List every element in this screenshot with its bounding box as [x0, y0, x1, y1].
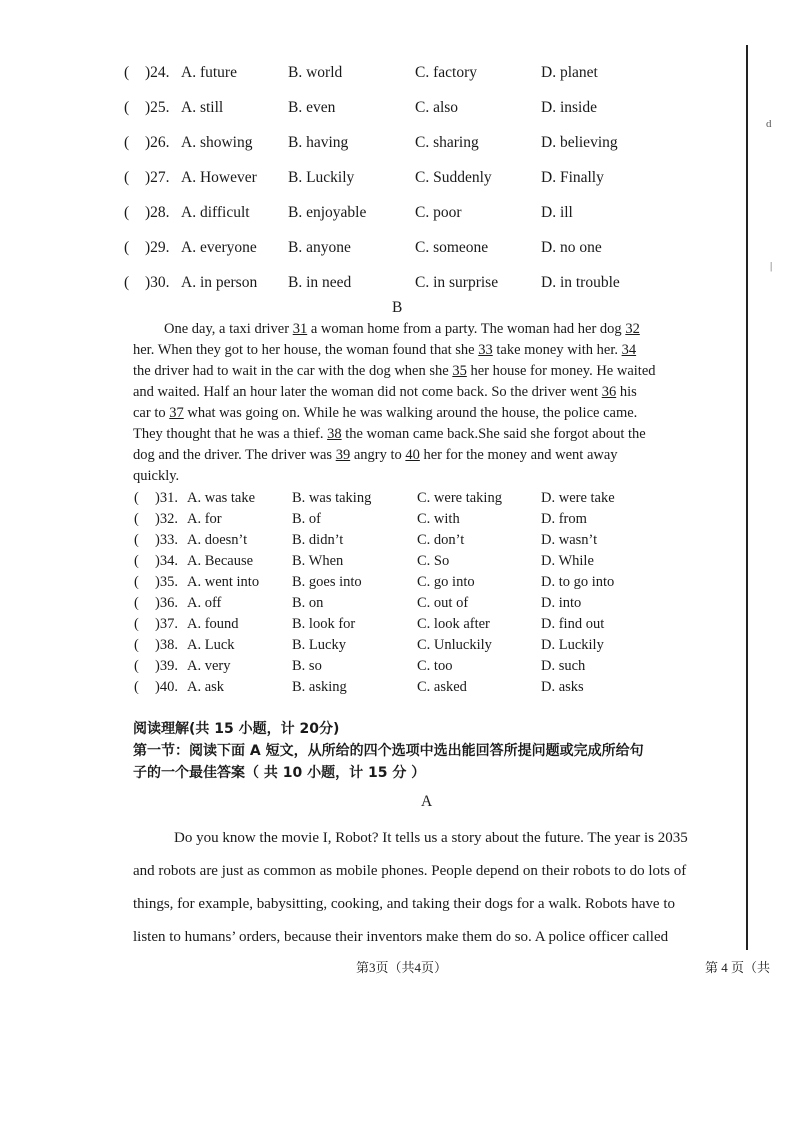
option-b: B. was taking	[292, 490, 372, 506]
question-number: )36.	[155, 595, 178, 611]
blank-35: 35	[452, 363, 467, 379]
passage-a-line: things, for example, babysitting, cooking, and taking their dogs for a walk. Robots have to	[133, 896, 675, 912]
passage-line: and waited. Half an hour later the woman did not come back. So the driver went 36 his	[133, 384, 637, 400]
page-number-3: 第3页（共4页）	[356, 960, 448, 975]
option-d: D. into	[541, 595, 582, 611]
option-a: A. still	[181, 99, 224, 116]
question-number: )39.	[155, 658, 178, 674]
option-c: C. go into	[417, 574, 475, 590]
edge-mark: |	[770, 260, 773, 272]
option-d: D. find out	[541, 616, 605, 632]
passage-line: car to 37 what was going on. While he was walking around the house, the police came.	[133, 405, 638, 421]
option-c: C. too	[417, 658, 453, 674]
question-paren: (	[134, 490, 139, 506]
question-number: )34.	[155, 553, 178, 569]
option-a: A. doesn’t	[187, 532, 248, 548]
passage-line: quickly.	[133, 468, 180, 484]
question-number: )30.	[145, 274, 170, 291]
option-b: B. goes into	[292, 574, 362, 590]
edge-mark: d	[766, 118, 772, 130]
reading-heading: 阅读理解(共 15 小题，计 20分)	[133, 721, 340, 737]
blank-32: 32	[625, 321, 640, 337]
passage-line: her. When they got to her house, the woman found that she 33 take money with her. 34	[133, 342, 637, 358]
blank-36: 36	[601, 384, 617, 400]
option-a: A. However	[181, 169, 257, 186]
question-number: )31.	[155, 490, 178, 506]
option-d: D. wasn’t	[541, 532, 598, 548]
passage-line: They thought that he was a thief. 38 the woman came back.She said she forgot about the	[133, 426, 646, 442]
option-b: B. Luckily	[288, 169, 355, 186]
option-b: B. even	[288, 99, 336, 116]
option-b: B. of	[292, 511, 321, 527]
question-paren: (	[124, 64, 130, 81]
option-a: A. ask	[187, 679, 225, 695]
question-number: )27.	[145, 169, 170, 186]
option-b: B. in need	[288, 274, 352, 291]
blank-34: 34	[621, 342, 637, 358]
question-paren: (	[124, 204, 130, 221]
reading-instruction: 第一节：阅读下面 A 短文，从所给的四个选项中选出能回答所提问题或完成所给句	[133, 743, 644, 759]
question-paren: (	[134, 637, 139, 653]
question-number: )32.	[155, 511, 178, 527]
option-c: C. out of	[417, 595, 469, 611]
option-b: B. world	[288, 64, 343, 81]
option-b: B. When	[292, 553, 344, 569]
question-paren: (	[134, 574, 139, 590]
passage-line: One day, a taxi driver 31 a woman home from a party. The woman had her dog 32	[164, 321, 640, 337]
question-paren: (	[134, 595, 139, 611]
option-c: C. with	[417, 511, 460, 527]
question-number: )35.	[155, 574, 178, 590]
option-b: B. look for	[292, 616, 356, 632]
question-paren: (	[134, 679, 139, 695]
section-a-title: A	[421, 793, 433, 810]
option-d: D. inside	[541, 99, 597, 116]
question-paren: (	[134, 553, 139, 569]
question-paren: (	[124, 169, 130, 186]
option-c: C. So	[417, 553, 450, 569]
question-paren: (	[124, 134, 130, 151]
option-a: A. was take	[187, 490, 256, 506]
option-d: D. ill	[541, 204, 573, 221]
reading-instruction: 子的一个最佳答案（ 共 10 小题，计 15 分 ）	[133, 765, 426, 781]
option-b: B. having	[288, 134, 349, 151]
section-b-title: B	[392, 299, 403, 316]
option-c: C. factory	[415, 64, 477, 81]
question-number: )24.	[145, 64, 170, 81]
question-number: )25.	[145, 99, 170, 116]
blank-38: 38	[327, 426, 342, 442]
option-d: D. Luckily	[541, 637, 604, 653]
option-c: C. Unluckily	[417, 637, 492, 653]
option-d: D. While	[541, 553, 594, 569]
question-number: )37.	[155, 616, 178, 632]
blank-31: 31	[292, 321, 308, 337]
question-number: )28.	[145, 204, 170, 221]
option-c: C. Suddenly	[415, 169, 492, 186]
option-c: C. poor	[415, 204, 462, 221]
option-b: B. Lucky	[292, 637, 346, 653]
option-c: C. were taking	[417, 490, 502, 506]
question-paren: (	[134, 616, 139, 632]
option-c: C. don’t	[417, 532, 465, 548]
option-a: A. future	[181, 64, 237, 81]
option-d: D. such	[541, 658, 586, 674]
passage-line: the driver had to wait in the car with the dog when she 35 her house for money. He waited	[133, 363, 656, 379]
option-c: C. sharing	[415, 134, 479, 151]
question-number: )38.	[155, 637, 178, 653]
option-d: D. from	[541, 511, 587, 527]
option-b: B. so	[292, 658, 322, 674]
passage-a-line: listen to humans’ orders, because their inventors make them do so. A police officer called	[133, 929, 669, 945]
passage-a-line: and robots are just as common as mobile phones. People depend on their robots to do lots of	[133, 863, 687, 879]
option-a: A. very	[187, 658, 231, 674]
option-c: C. someone	[415, 239, 489, 256]
option-b: B. didn’t	[292, 532, 344, 548]
option-c: C. asked	[417, 679, 467, 695]
question-paren: (	[124, 239, 130, 256]
option-b: B. asking	[292, 679, 347, 695]
option-a: A. Because	[187, 553, 254, 569]
option-c: C. also	[415, 99, 459, 116]
option-b: B. enjoyable	[288, 204, 367, 221]
option-a: A. went into	[187, 574, 260, 590]
question-number: )33.	[155, 532, 178, 548]
question-number: )26.	[145, 134, 170, 151]
option-d: D. to go into	[541, 574, 615, 590]
question-number: )29.	[145, 239, 170, 256]
option-b: B. on	[292, 595, 324, 611]
question-paren: (	[134, 511, 139, 527]
page-number-4: 第 4 页（共	[705, 960, 771, 975]
option-a: A. off	[187, 595, 222, 611]
option-a: A. found	[187, 616, 239, 632]
option-d: D. believing	[541, 134, 618, 151]
passage-line: dog and the driver. The driver was 39 angry to 40 her for the money and went away	[133, 447, 618, 463]
blank-39: 39	[335, 447, 351, 463]
option-c: C. look after	[417, 616, 490, 632]
option-c: C. in surprise	[415, 274, 499, 291]
question-paren: (	[124, 274, 130, 291]
option-a: A. for	[187, 511, 222, 527]
question-paren: (	[134, 658, 139, 674]
option-d: D. asks	[541, 679, 584, 695]
blank-33: 33	[478, 342, 493, 358]
option-a: A. Luck	[187, 637, 235, 653]
option-b: B. anyone	[288, 239, 351, 256]
option-d: D. were take	[541, 490, 615, 506]
question-paren: (	[134, 532, 139, 548]
option-d: D. Finally	[541, 169, 604, 186]
option-a: A. showing	[181, 134, 253, 151]
option-a: A. everyone	[181, 239, 257, 256]
option-a: A. in person	[181, 274, 258, 291]
option-a: A. difficult	[181, 204, 250, 221]
option-d: D. in trouble	[541, 274, 620, 291]
blank-37: 37	[169, 405, 184, 421]
page-divider-line	[746, 45, 748, 950]
blank-40: 40	[405, 447, 420, 463]
option-d: D. planet	[541, 64, 598, 81]
option-d: D. no one	[541, 239, 602, 256]
question-paren: (	[124, 99, 130, 116]
question-number: )40.	[155, 679, 178, 695]
passage-a-line: Do you know the movie I, Robot? It tells us a story about the future. The year is 2035	[174, 830, 688, 846]
